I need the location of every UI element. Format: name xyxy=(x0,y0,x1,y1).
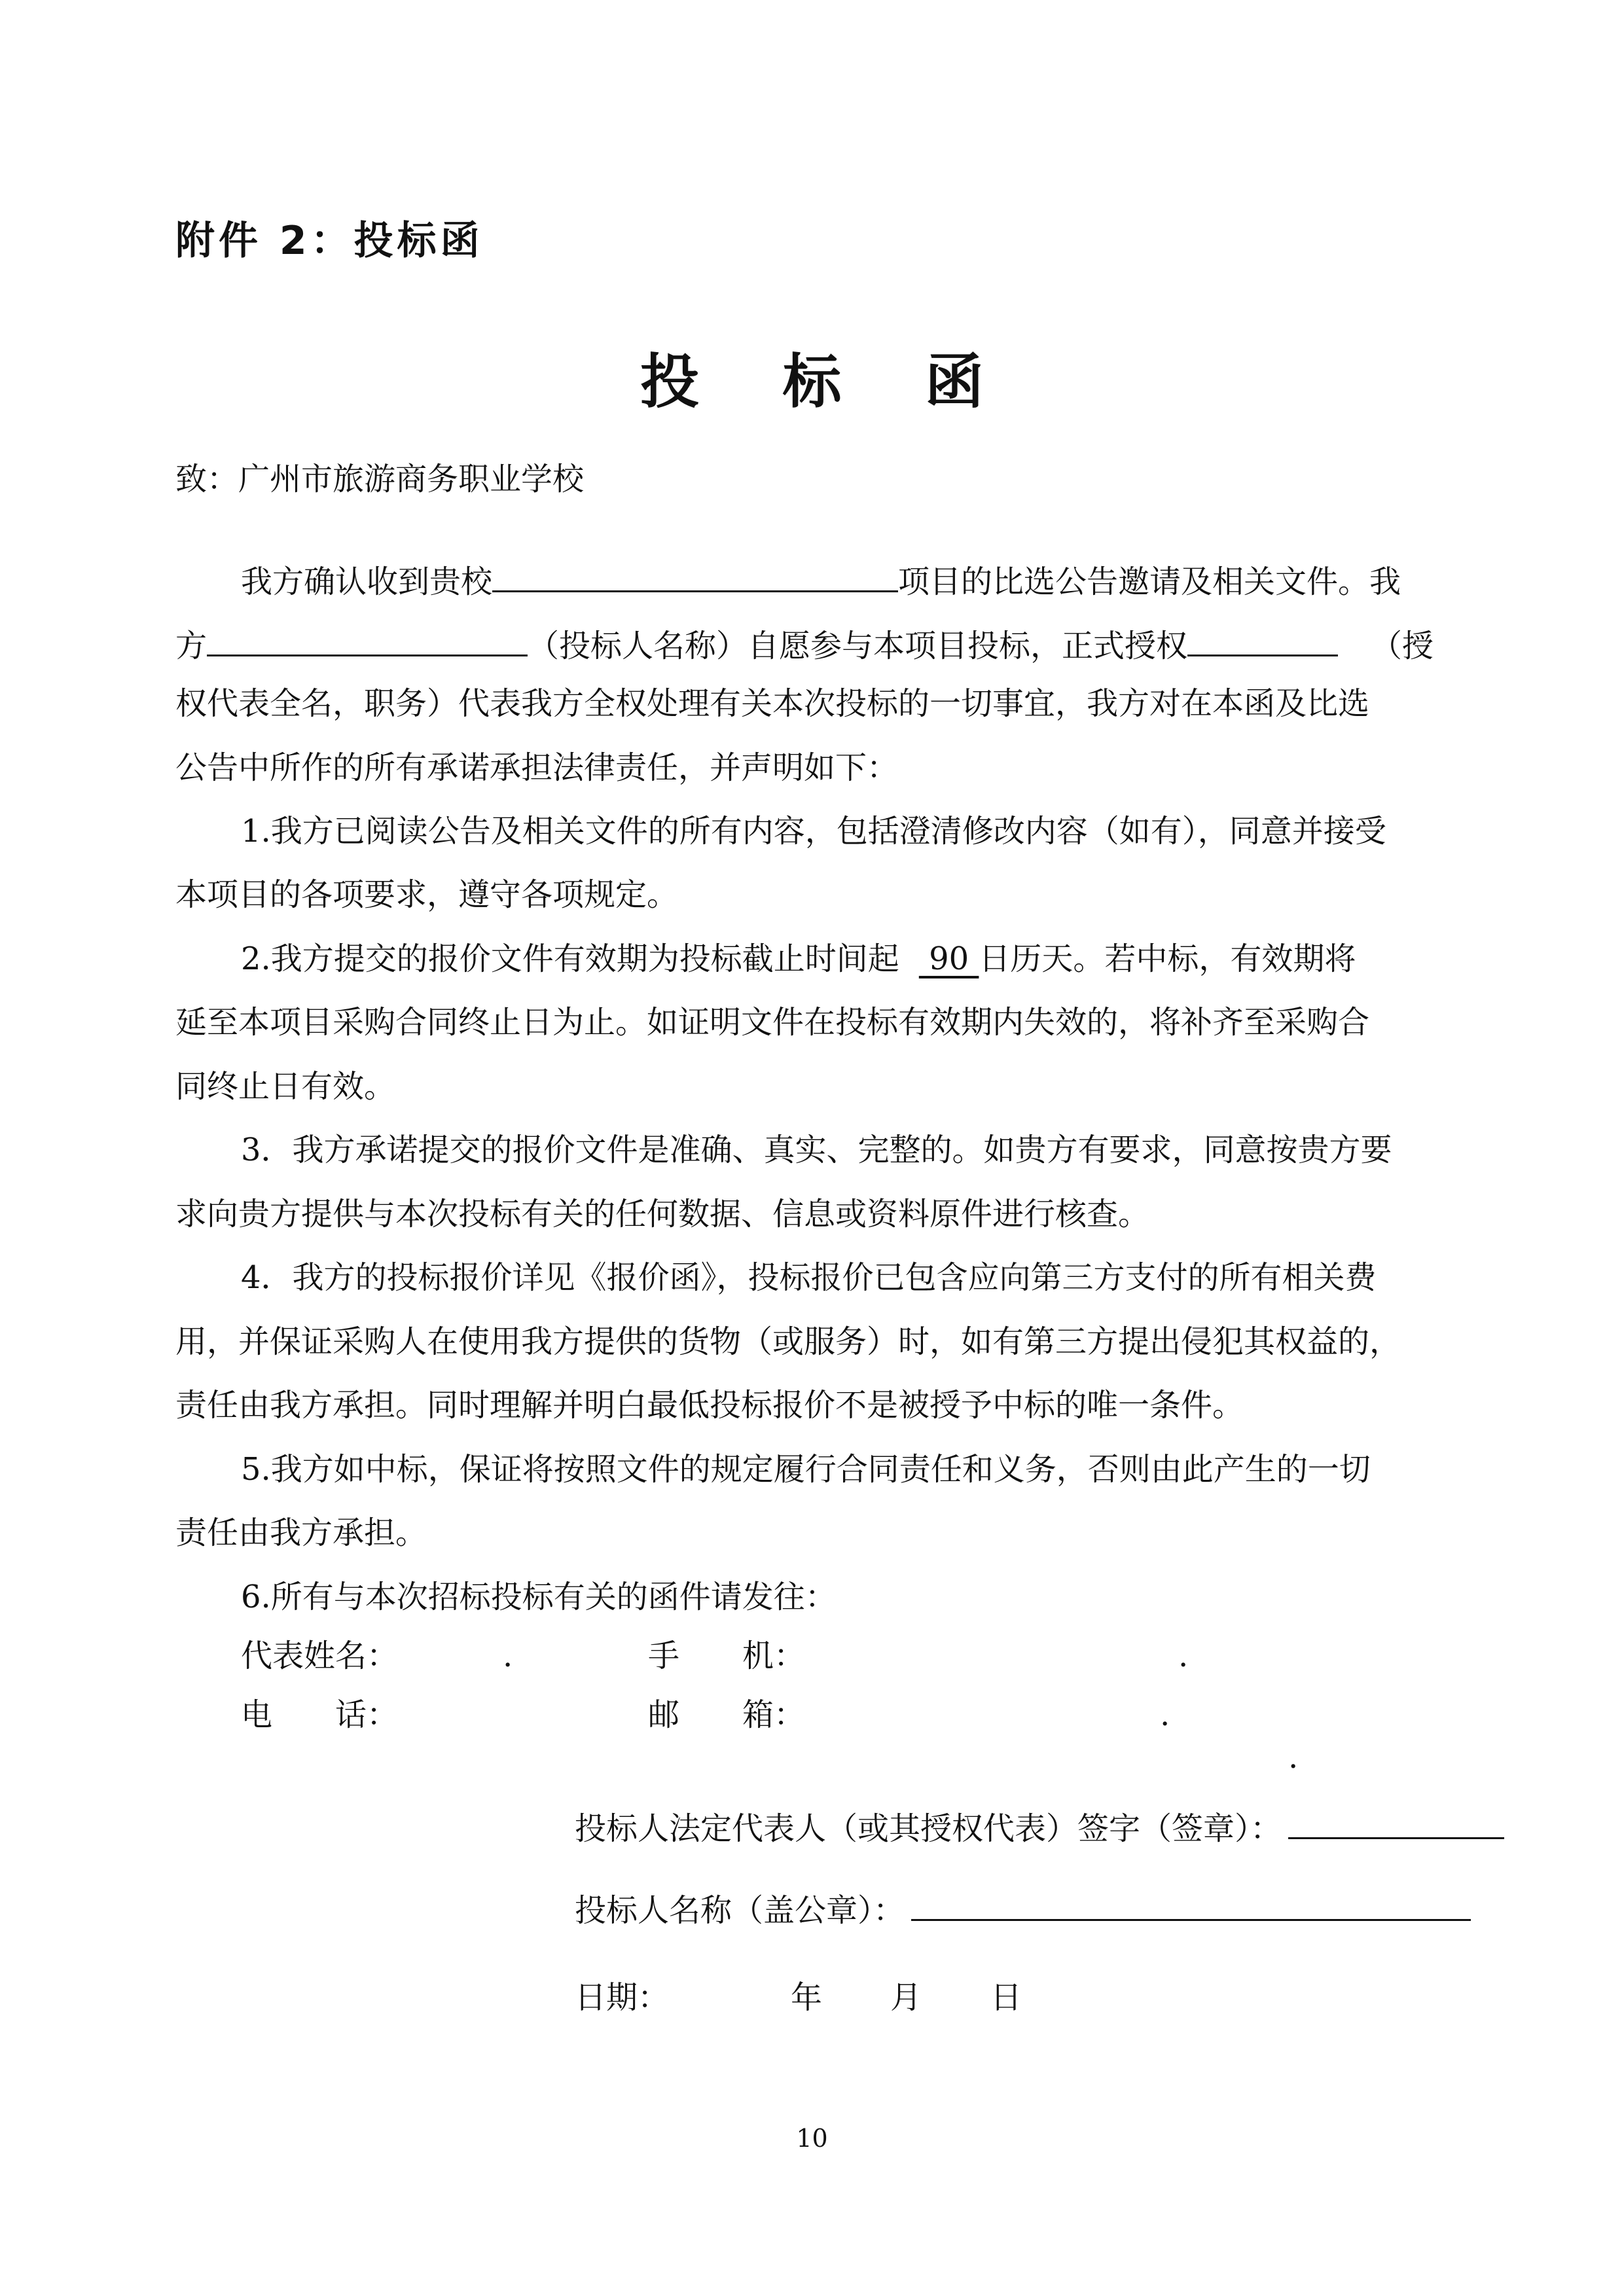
intro-text: 项目的比选公告邀请及相关文件。我 xyxy=(898,564,1401,600)
intro-line-1 xyxy=(241,556,1401,601)
email-label: 邮 箱： xyxy=(648,1696,806,1733)
intro-text: 我方确认收到贵校 xyxy=(241,564,493,600)
intro-text: （授 xyxy=(1371,628,1434,664)
item-3-line-2: 求向贵方提供与本次投标有关的任何数据、信息或资料原件进行核查。 xyxy=(175,1196,1150,1232)
date-day: 日 xyxy=(990,1979,1022,2016)
project-name-blank[interactable] xyxy=(492,556,898,592)
item-5-line-2: 责任由我方承担。 xyxy=(175,1515,427,1551)
validity-days: 90 xyxy=(918,941,979,977)
phone-label: 电 话： xyxy=(241,1696,399,1733)
item-1-line-2: 本项目的各项要求，遵守各项规定。 xyxy=(175,876,679,913)
date-year: 年 xyxy=(791,1979,823,2016)
rep-name-field[interactable]: . xyxy=(503,1638,513,1674)
item-2-line-1 xyxy=(241,939,1356,978)
bidder-name-blank[interactable] xyxy=(207,620,528,656)
bidder-name-row xyxy=(575,1885,1471,1930)
item-text: 2.我方提交的报价文件有效期为投标截止时间起 xyxy=(241,941,899,977)
intro-line-4: 公告中所作的所有承诺承担法律责任，并声明如下： xyxy=(175,749,899,786)
item-5-line-1: 5.我方如中标，保证将按照文件的规定履行合同责任和义务，否则由此产生的一切 xyxy=(241,1451,1371,1488)
item-4-line-3: 责任由我方承担。同时理解并明白最低投标报价不是被授予中标的唯一条件。 xyxy=(175,1387,1244,1424)
item-4-line-2: 用，并保证采购人在使用我方提供的货物（或服务）时，如有第三方提出侵犯其权益的， xyxy=(175,1323,1401,1360)
trailing-dot: . xyxy=(1288,1739,1299,1776)
legal-rep-signature-blank[interactable] xyxy=(1288,1803,1504,1839)
authorized-rep-blank[interactable] xyxy=(1187,620,1338,656)
item-4-line-1: 4．我方的投标报价详见《报价函》，投标报价已包含应向第三方支付的所有相关费 xyxy=(241,1259,1377,1296)
intro-text: 方 xyxy=(175,628,208,664)
item-2-line-3: 同终止日有效。 xyxy=(175,1068,396,1105)
item-3-line-1: 3．我方承诺提交的报价文件是准确、真实、完整的。如贵方有要求，同意按贵方要 xyxy=(241,1132,1392,1168)
bidder-name-seal-blank[interactable] xyxy=(911,1885,1471,1921)
mobile-field[interactable]: . xyxy=(1178,1638,1189,1674)
item-2-line-2: 延至本项目采购合同终止日为止。如证明文件在投标有效期内失效的，将补齐至采购合 xyxy=(175,1004,1370,1041)
page-number: 10 xyxy=(796,2124,828,2153)
date-month: 月 xyxy=(890,1979,922,2016)
rep-name-label: 代表姓名： xyxy=(241,1638,399,1674)
intro-text: （投标人名称）自愿参与本项目投标，正式授权 xyxy=(528,628,1188,664)
attachment-heading: 附件 2：投标函 xyxy=(175,218,484,264)
bidder-name-label: 投标人名称（盖公章）： xyxy=(575,1892,905,1929)
document-title: 投 标 函 xyxy=(640,348,1015,416)
item-1-line-1: 1.我方已阅读公告及相关文件的所有内容，包括澄清修改内容（如有），同意并接受 xyxy=(241,813,1386,850)
intro-line-3: 权代表全名，职务）代表我方全权处理有关本次投标的一切事宜，我方对在本函及比选 xyxy=(175,685,1370,722)
recipient-line: 致：广州市旅游商务职业学校 xyxy=(175,461,585,497)
legal-rep-signature-label: 投标人法定代表人（或其授权代表）签字（签章）： xyxy=(575,1810,1282,1847)
item-text: 日历天。若中标，有效期将 xyxy=(979,941,1356,977)
item-6-line: 6.所有与本次招标投标有关的函件请发往： xyxy=(241,1579,837,1615)
legal-rep-signature-row xyxy=(575,1803,1504,1848)
intro-line-2 xyxy=(175,620,1434,666)
email-field[interactable]: . xyxy=(1160,1696,1170,1733)
mobile-label: 手 机： xyxy=(648,1638,806,1674)
date-label: 日期： xyxy=(575,1979,670,2016)
